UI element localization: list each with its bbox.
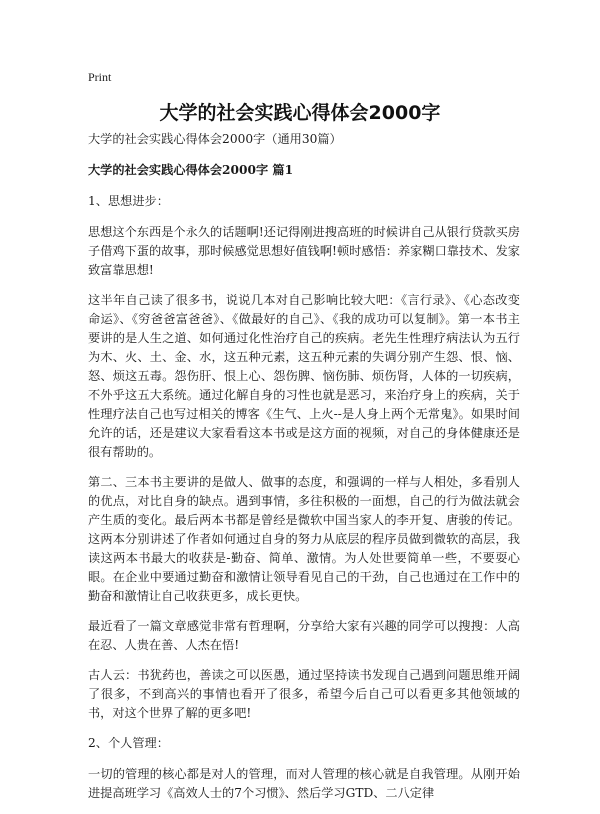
body-paragraph: 最近看了一篇文章感觉非常有哲理啊，分享给大家有兴趣的同学可以搜搜：人高在忍、人贵在善、人杰在悟!	[88, 619, 520, 652]
print-link[interactable]: Print	[88, 70, 112, 84]
section-heading: 大学的社会实践心得体会2000字 篇1	[88, 163, 294, 177]
body-paragraph: 第二、三本书主要讲的是做人、做事的态度，和强调的一样与人相处，多看别人的优点，对比自身的缺点。遇到事情，多往积极的一面想，自己的行为做法就会产生质的变化。最后两本书都是曾经是微软中国当家人的李开复、唐骏的传记。这两本分别讲述了作者如何通过自身的努力从底层的程序员做到微软的高层，我读这两本书最大的收获是-勤奋、简单、激情。为人处世要简单一些，不要耍心眼。在企业中要通过勤奋和激情让领导看见自己的干劲，自己也通过在工作中的勤奋和激情让自己收获更多，成长更快。	[88, 475, 520, 603]
body-paragraph: 一切的管理的核心都是对人的管理，而对人管理的核心就是自我管理。从刚开始进提高班学习《高效人士的7个习惯》、然后学习GTD、二八定律	[88, 767, 520, 800]
body-paragraph: 这半年自己读了很多书，说说几本对自己影响比较大吧：《言行录》、《心态改变命运》、《穷爸爸富爸爸》、《做最好的自己》、《我的成功可以复制》。第一本书主要讲的是人生之道、如何通过化性治疗自己的疾病。老先生性理疗病法认为五行为木、火、土、金、水，这五种元素，这五种元素的失调分别产生怨、恨、恼、怒、烦这五毒。怨伤肝、恨上心、怨伤脾、恼伤肺、烦伤肾，人体的一切疾病，不外乎这五大系统。通过化解自身的习性也就是恶习，来治疗身上的疾病，关于性理疗法自己也写过相关的博客《生气、上火--是人身上两个无常鬼》。如果时间允许的话，还是建议大家看看这本书或是这方面的视频，对自己的身体健康还是很有帮助的。	[88, 293, 520, 459]
numbered-heading: 2、个人管理：	[88, 736, 169, 750]
body-paragraphs	[88, 192, 520, 803]
document-body	[88, 130, 520, 814]
document-subtitle: 大学的社会实践心得体会2000字（通用30篇）	[88, 132, 342, 146]
numbered-heading: 1、思想进步：	[88, 194, 169, 208]
body-paragraph: 思想这个东西是个永久的话题啊!还记得刚进搜高班的时候讲自己从银行贷款买房子借鸡下蛋的故事，那时候感觉思想好值钱啊!顿时感悟：养家糊口靠技术、发家致富靠思想!	[88, 225, 520, 277]
body-paragraph: 古人云：书犹药也，善读之可以医愚，通过坚持读书发现自己遇到问题思维开阔了很多，不到高兴的事情也看开了很多，希望今后自己可以看更多其他领域的书，对这个世界了解的更多吧!	[88, 668, 520, 720]
document-title: 大学的社会实践心得体会2000字	[159, 102, 441, 124]
